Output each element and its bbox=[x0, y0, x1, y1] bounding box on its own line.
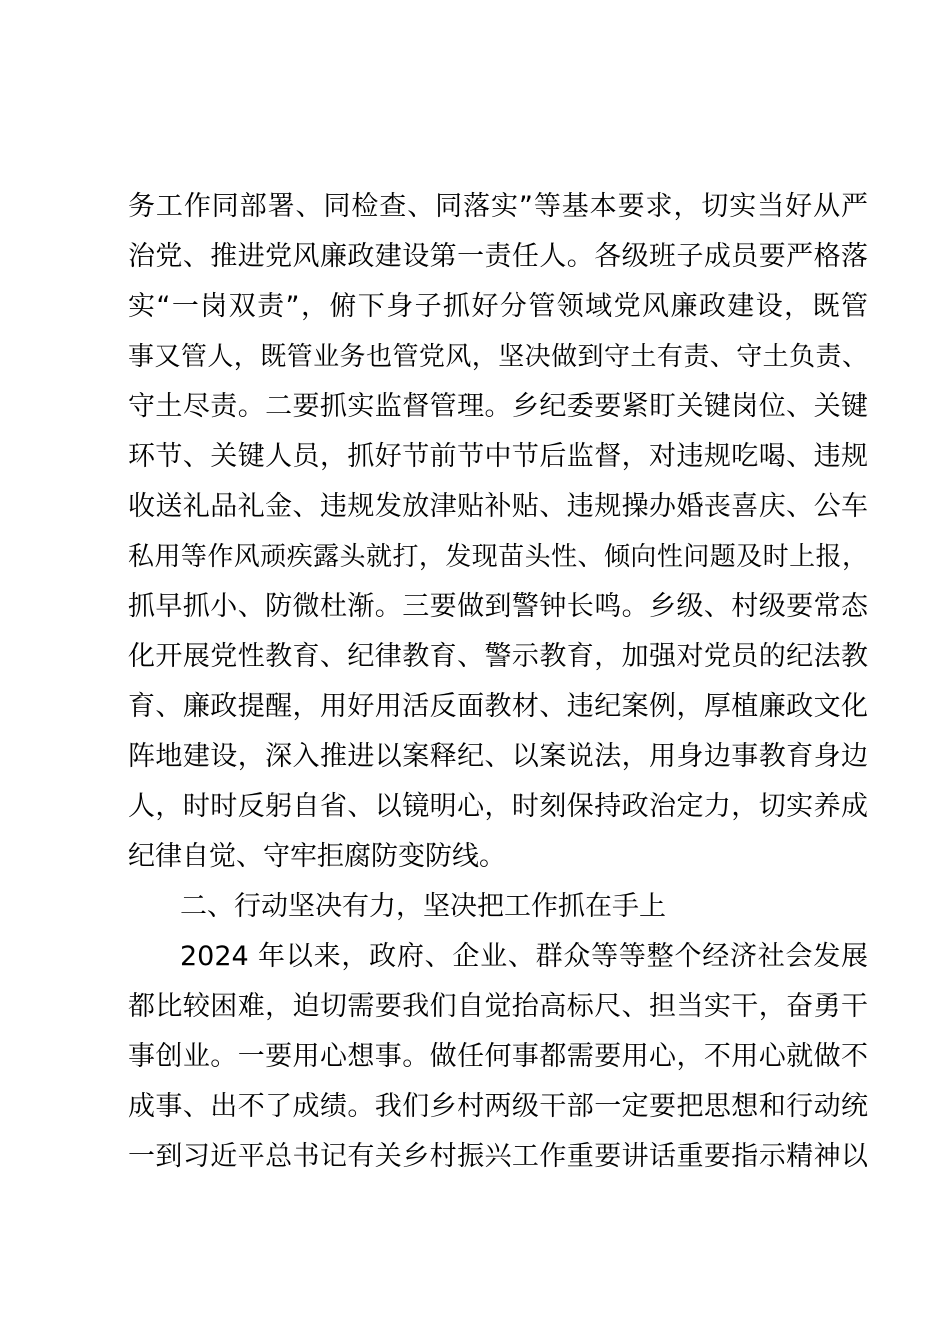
text-line: 阵地建设，深入推进以案释纪、以案说法，用身边事教育身边 bbox=[128, 741, 868, 772]
text-line: 一到习近平总书记有关乡村振兴工作重要讲话重要指示精神以 bbox=[128, 1141, 868, 1172]
text-line: 私用等作风顽疾露头就打，发现苗头性、倾向性问题及时上报， bbox=[128, 542, 868, 572]
text-line: 人，时时反躬自省、以镜明心，时刻保持政治定力，切实养成 bbox=[128, 791, 868, 822]
text-line: 守土尽责。二要抓实监督管理。乡纪委要紧盯关键岗位、关键 bbox=[128, 391, 868, 422]
text-line: 务工作同部署、同检查、同落实”等基本要求，切实当好从严 bbox=[128, 191, 868, 222]
text-line: 纪律自觉、守牢拒腐防变防线。 bbox=[128, 841, 506, 872]
section-heading: 二、行动坚决有力，坚决把工作抓在手上 bbox=[180, 891, 666, 922]
text-line: 事创业。一要用心想事。做任何事都需要用心，不用心就做不 bbox=[128, 1041, 868, 1072]
text-line: 事又管人，既管业务也管党风，坚决做到守土有责、守土负责、 bbox=[128, 342, 868, 372]
text-line: 都比较困难，迫切需要我们自觉抬高标尺、担当实干，奋勇干 bbox=[128, 991, 868, 1022]
text-line: 实“一岗双责”，俯下身子抓好分管领域党风廉政建设，既管 bbox=[128, 291, 868, 322]
text-line: 化开展党性教育、纪律教育、警示教育，加强对党员的纪法教 bbox=[128, 641, 868, 672]
text-line: 环节、关键人员，抓好节前节中节后监督，对违规吃喝、违规 bbox=[128, 441, 868, 472]
text-line: 抓早抓小、防微杜渐。三要做到警钟长鸣。乡级、村级要常态 bbox=[128, 591, 868, 622]
text-line: 治党、推进党风廉政建设第一责任人。各级班子成员要严格落 bbox=[128, 241, 868, 272]
text-line: 成事、出不了成绩。我们乡村两级干部一定要把思想和行动统 bbox=[128, 1091, 868, 1122]
paragraph-first-line: 2024 年以来，政府、企业、群众等等整个经济社会发展 bbox=[180, 941, 868, 972]
text-line: 收送礼品礼金、违规发放津贴补贴、违规操办婚丧喜庆、公车 bbox=[128, 491, 868, 522]
text-line: 育、廉政提醒，用好用活反面教材、违纪案例，厚植廉政文化 bbox=[128, 691, 868, 722]
